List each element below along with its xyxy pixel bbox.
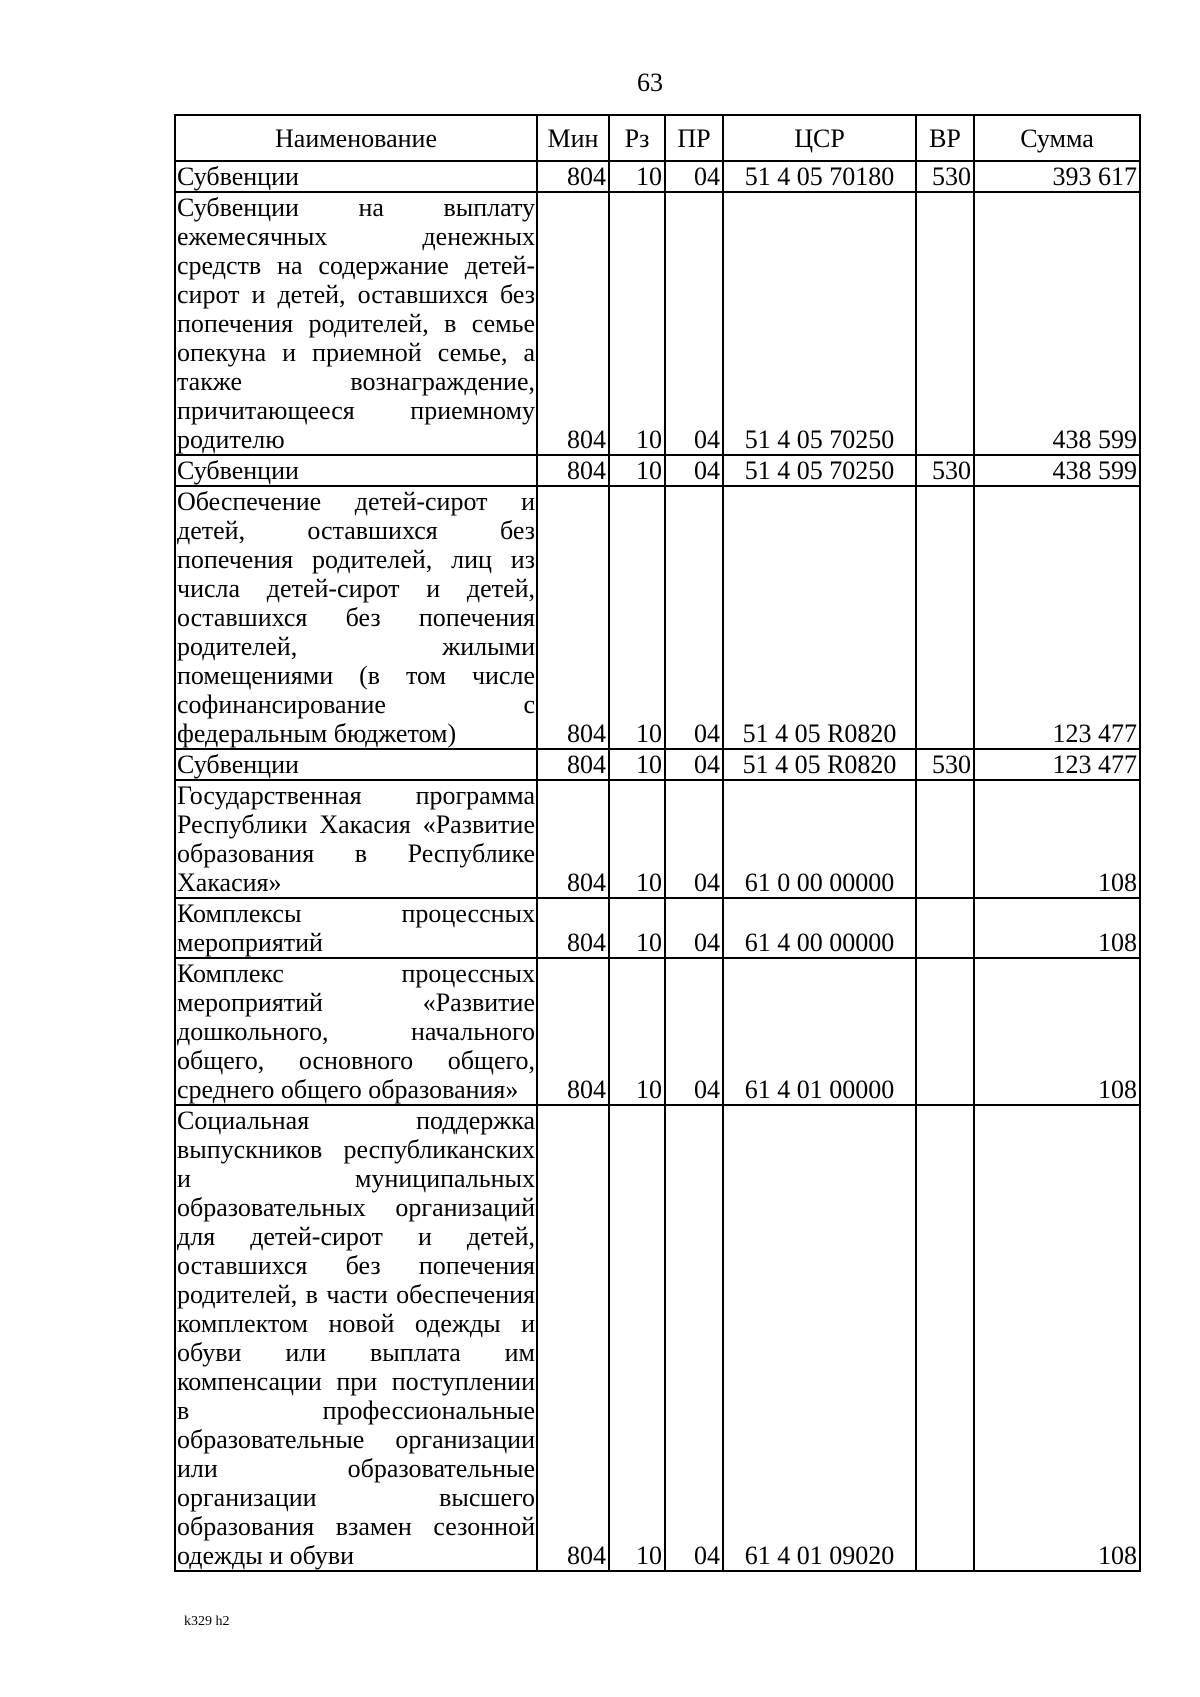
- row-csr: 61 4 01 09020: [723, 1105, 916, 1571]
- row-rz: 10: [609, 1105, 665, 1571]
- row-min: 804: [537, 898, 609, 958]
- row-sum: 438 599: [974, 455, 1140, 486]
- table-row: [175, 898, 1140, 958]
- row-rz: 10: [609, 958, 665, 1105]
- row-csr: 61 4 01 00000: [723, 958, 916, 1105]
- table-row: [175, 1105, 1140, 1571]
- row-sum: 393 617: [974, 161, 1140, 192]
- row-min: 804: [537, 192, 609, 455]
- row-pr: 04: [665, 192, 723, 455]
- row-name: Субвенции: [175, 749, 537, 780]
- row-pr: 04: [665, 161, 723, 192]
- row-pr: 04: [665, 749, 723, 780]
- header-row: [175, 115, 1140, 161]
- row-csr: 51 4 05 70250: [723, 455, 916, 486]
- footer-code: k329 h2: [184, 1614, 230, 1629]
- row-csr: 51 4 05 70250: [723, 192, 916, 455]
- row-csr: 61 4 00 00000: [723, 898, 916, 958]
- row-vr: [916, 1105, 974, 1571]
- table-body: [175, 161, 1140, 1571]
- page-number: 63: [637, 68, 663, 97]
- row-csr: 61 0 00 00000: [723, 780, 916, 898]
- table-row: [175, 161, 1140, 192]
- row-rz: 10: [609, 780, 665, 898]
- row-pr: 04: [665, 455, 723, 486]
- row-vr: [916, 898, 974, 958]
- row-rz: 10: [609, 192, 665, 455]
- row-name: Субвенции: [175, 161, 537, 192]
- row-pr: 04: [665, 958, 723, 1105]
- row-pr: 04: [665, 898, 723, 958]
- row-min: 804: [537, 161, 609, 192]
- row-pr: 04: [665, 1105, 723, 1571]
- row-rz: 10: [609, 486, 665, 749]
- row-sum: 123 477: [974, 486, 1140, 749]
- row-min: 804: [537, 780, 609, 898]
- row-name: Обеспечение детей-сирот и детей, оставшихся без попечения родителей, лиц из числа детей-сирот и детей, оставшихся без попечения родителей, жилыми помещениями (в том числе софинансирование с федеральным бюджетом): [177, 487, 535, 748]
- table-row: [175, 192, 1140, 455]
- row-vr: 530: [916, 749, 974, 780]
- row-vr: [916, 958, 974, 1105]
- row-min: 804: [537, 1105, 609, 1571]
- row-name: Субвенции на выплату ежемесячных денежных средств на содержание детей-сирот и детей, оставшихся без попечения родителей, в семье опекуна и приемной семье, а также вознаграждение, причитающееся приемному родителю: [177, 193, 535, 454]
- table-row: [175, 486, 1140, 749]
- row-min: 804: [537, 958, 609, 1105]
- row-rz: 10: [609, 749, 665, 780]
- header-min: Мин: [537, 115, 609, 161]
- row-min: 804: [537, 486, 609, 749]
- header-sum: Сумма: [974, 115, 1140, 161]
- row-pr: 04: [665, 486, 723, 749]
- row-vr: [916, 780, 974, 898]
- table-row: [175, 749, 1140, 780]
- row-csr: 51 4 05 70180: [723, 161, 916, 192]
- row-sum: 108: [974, 898, 1140, 958]
- row-sum: 123 477: [974, 749, 1140, 780]
- row-min: 804: [537, 749, 609, 780]
- header-rz: Рз: [609, 115, 665, 161]
- row-csr: 51 4 05 R0820: [723, 749, 916, 780]
- row-csr: 51 4 05 R0820: [723, 486, 916, 749]
- row-vr: 530: [916, 455, 974, 486]
- table-row: [175, 958, 1140, 1105]
- header-pr: ПР: [665, 115, 723, 161]
- header-name: Наименование: [175, 115, 537, 161]
- row-vr: [916, 192, 974, 455]
- row-sum: 108: [974, 958, 1140, 1105]
- row-name: Государственная программа Республики Хакасия «Развитие образования в Республике Хакасия»: [177, 781, 535, 897]
- row-name: Социальная поддержка выпускников республиканских и муниципальных образовательных организаций для детей-сирот и детей, оставшихся без попечения родителей, в части обеспечения комплектом новой одежды и обуви или выплата им компенсации при поступлении в профессиональные образовательные организации или образовательные организации высшего образования взамен сезонной одежды и обуви: [177, 1106, 535, 1570]
- row-rz: 10: [609, 455, 665, 486]
- header-vr: ВР: [916, 115, 974, 161]
- row-sum: 108: [974, 780, 1140, 898]
- row-rz: 10: [609, 898, 665, 958]
- row-vr: [916, 486, 974, 749]
- row-sum: 438 599: [974, 192, 1140, 455]
- row-rz: 10: [609, 161, 665, 192]
- row-sum: 108: [974, 1105, 1140, 1571]
- table-row: [175, 455, 1140, 486]
- row-pr: 04: [665, 780, 723, 898]
- row-vr: 530: [916, 161, 974, 192]
- row-name: Комплексы процессных мероприятий: [177, 899, 535, 957]
- row-name: Комплекс процессных мероприятий «Развитие дошкольного, начального общего, основного общего, среднего общего образования»: [177, 959, 535, 1104]
- budget-table: [174, 114, 1141, 1572]
- row-min: 804: [537, 455, 609, 486]
- table-row: [175, 780, 1140, 898]
- row-name: Субвенции: [175, 455, 537, 486]
- header-csr: ЦСР: [723, 115, 916, 161]
